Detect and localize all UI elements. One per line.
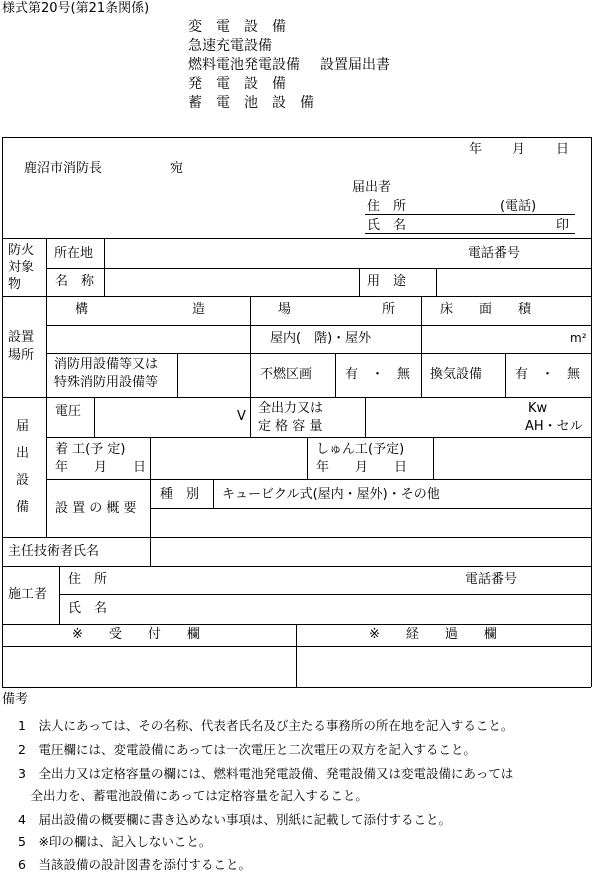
object-location-label: 所在地 (54, 246, 94, 261)
object-use-label: 用 途 (367, 274, 407, 289)
progress-column-label: ※ 経 過 欄 (369, 627, 497, 642)
object-section-label: 防火 対象 物 (8, 243, 35, 292)
structure-label: 構 造 (75, 302, 206, 317)
ah-unit: AH・セル (525, 419, 583, 434)
title-fuel-cell: 燃料電池発電設備 (188, 57, 300, 73)
note-item: 3 全出力又は定格容量の欄には、燃料電池発電設備、発電設備又は変電設備にあっては (18, 766, 514, 781)
title-suffix: 設置届出書 (320, 57, 390, 73)
equipment-section-label: 届 出 設 備 (16, 419, 30, 515)
place-label: 場 所 (278, 302, 396, 317)
nonflammable-choice: 有 ・ 無 (345, 367, 411, 382)
note-item: 4 届出設備の概要欄に書き込めない事項は、別紙に記載して添付すること。 (18, 812, 451, 827)
kind-label: 種 別 (160, 487, 200, 502)
contractor-address-label: 住 所 (68, 572, 108, 587)
contractor-label: 施工者 (8, 587, 48, 602)
object-name-label: 名 称 (55, 274, 95, 289)
nonflammable-label: 不燃区画 (260, 367, 313, 382)
fire-equipment-label-2: 特殊消防用設備等 (54, 375, 159, 390)
volt-unit: V (237, 409, 246, 424)
ventilation-label: 換気設備 (430, 367, 483, 382)
voltage-label: 電圧 (55, 404, 82, 419)
note-item: 2 電圧欄には、変電設備にあっては一次電圧と二次電圧の双方を記入すること。 (18, 742, 476, 757)
title-quick-charger: 急速充電設備 (188, 38, 272, 54)
title-battery: 蓄 電 池 設 備 (188, 95, 314, 111)
notifier-label: 届出者 (352, 180, 392, 195)
outline-label: 設 置 の 概 要 (55, 501, 137, 516)
contractor-phone-label: 電話番号 (465, 572, 518, 587)
note-item: 6 当該設備の設計図書を添付すること。 (18, 857, 251, 872)
note-item: 1 法人にあっては、その名称、代表者氏名及び主たる事務所の所在地を記入すること。 (18, 718, 514, 733)
finish-label-2: 年 月 日 (316, 460, 408, 475)
title-generator: 発 電 設 備 (188, 76, 286, 92)
fire-equipment-label-1: 消防用設備等又は (54, 357, 159, 372)
contractor-name-label: 氏 名 (68, 601, 108, 616)
start-label-2: 年 月 日 (55, 460, 147, 475)
addressee-name: 鹿沼市消防長 (24, 161, 103, 176)
seal-mark: 印 (556, 218, 570, 233)
note-item: 5 ※印の欄は、記入しないこと。 (18, 834, 212, 849)
title-transformer: 変 電 設 備 (188, 19, 286, 35)
ventilation-choice: 有 ・ 無 (515, 367, 581, 382)
notifier-phone-label: (電話) (500, 199, 537, 214)
output-label-1: 全出力又は (258, 401, 324, 416)
chief-engineer-label: 主任技術者氏名 (8, 544, 100, 559)
notifier-address-label: 住 所 (367, 199, 407, 214)
reception-column-label: ※ 受 付 欄 (72, 627, 200, 642)
finish-label-1: しゅん工(予定) (316, 442, 405, 457)
unit-m2: m² (570, 331, 587, 345)
date-day: 日 (556, 142, 570, 157)
notifier-name-label: 氏 名 (367, 218, 407, 233)
addressee-honorific: 宛 (170, 161, 184, 176)
kw-unit: Kw (528, 401, 548, 416)
date-month: 月 (512, 142, 526, 157)
floor-area-label: 床 面 積 (440, 302, 532, 317)
install-section-label: 設置 場所 (8, 330, 35, 363)
form-number: 様式第20号(第21条関係) (2, 1, 150, 16)
kind-value: キュービクル式(屋内・屋外)・その他 (222, 487, 440, 502)
indoor-outdoor-label: 屋内( 階)・屋外 (270, 331, 372, 346)
object-phone-label: 電話番号 (468, 246, 521, 261)
notes-title: 備考 (2, 692, 29, 707)
start-label-1: 着 工(予 定) (55, 442, 126, 457)
note-item: 全出力を、蓄電池設備にあっては定格容量を記入すること。 (18, 788, 368, 803)
output-label-2: 定 格 容 量 (258, 419, 323, 434)
date-year: 年 (469, 142, 483, 157)
